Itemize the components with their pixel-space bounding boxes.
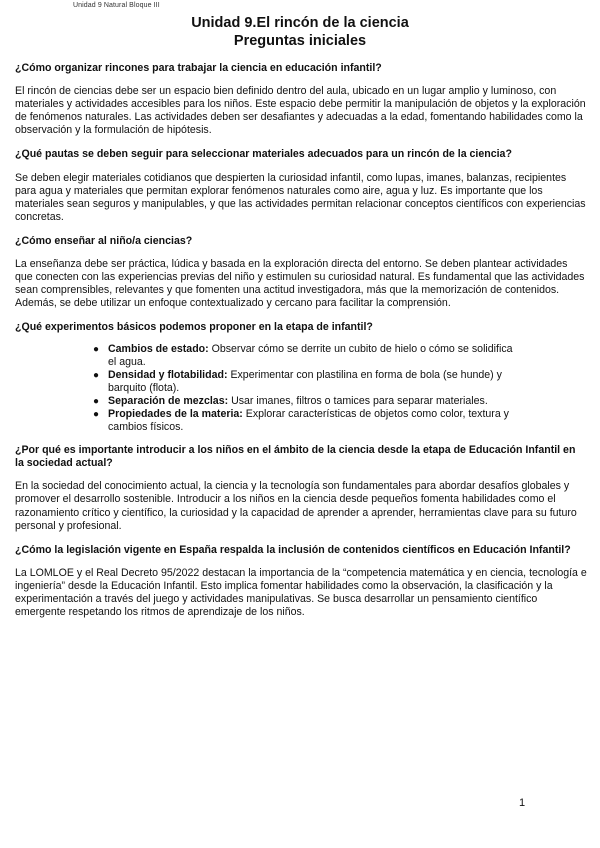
answer-paragraph: El rincón de ciencias debe ser un espacio bien definido dentro del aula, ubicado en un lugar amplio y luminoso, con materiales y actividades accesibles para los niños. Este espacio debe permitir la manipulación de objetos y la exploración de fenómenos naturales. Las actividades deben ser desafiantes y adecuadas a la edad, fomentando habilidades como la observación y la formulación de hipótesis. (15, 85, 586, 137)
question-heading: ¿Qué pautas se deben seguir para seleccionar materiales adecuados para un rincón de la ciencia? (15, 148, 512, 161)
experiment-term: Propiedades de la materia: (108, 407, 243, 420)
question-heading: ¿Cómo enseñar al niño/a ciencias? (15, 234, 193, 247)
question-heading: ¿Qué experimentos básicos podemos proponer en la etapa de infantil? (15, 321, 373, 334)
bullet-icon: ● (93, 408, 100, 420)
bullet-icon: ● (93, 369, 100, 381)
bullet-icon: ● (93, 343, 100, 355)
answer-paragraph: Se deben elegir materiales cotidianos que despierten la curiosidad infantil, como lupas, imanes, balanzas, recipientes para agua y materiales que permitan explorar fenómenos naturales como aire, agua y luz. Es importante que los materiales sean seguros y manipulables, y que las actividades permitan relacionar conceptos científicos con experiencias concretas. (15, 171, 586, 223)
experiment-term: Cambios de estado: (108, 342, 209, 355)
question-heading: ¿Cómo la legislación vigente en España respalda la inclusión de contenidos científicos en Educación Infantil? (15, 543, 571, 556)
bullet-icon: ● (93, 395, 100, 407)
answer-paragraph: En la sociedad del conocimiento actual, la ciencia y la tecnología son fundamentales para abordar desafíos globales y promover el desarrollo sostenible. Introducir a los niños en la ciencia desde pequeños fomenta habilidades como el razonamiento crítico y científico, la curiosidad y la capacidad de aprender a aprender, herramientas clave para su futuro personal y profesional. (15, 480, 577, 532)
list-item (93, 408, 513, 434)
document-body (15, 62, 587, 630)
question-heading: ¿Por qué es importante introducir a los niños en el ámbito de la ciencia desde la etapa de Educación Infantil en la sociedad actual? (15, 444, 576, 470)
answer-paragraph: La enseñanza debe ser práctica, lúdica y basada en la exploración directa del entorno. Se deben plantear actividades que conecten con las experiencias previas del niño y estimulen su curiosidad natural. Es fundamental que las actividades sean comprensibles, relevantes y que fomenten una actitud investigadora, más que la memorización de contenidos. Además, se debe utilizar un enfoque contextualizado y cercano para facilitar la comprensión. (15, 258, 585, 310)
experiment-term: Separación de mezclas: (108, 394, 229, 407)
list-item (93, 369, 513, 395)
document-title: Unidad 9.El rincón de la ciencia (191, 15, 409, 31)
list-item (93, 395, 513, 408)
experiments-list (15, 343, 587, 435)
experiment-description: Explorar características de objetos como color, textura y cambios físicos. (108, 407, 509, 434)
experiment-description: Experimentar con plastilina en forma de bola (se hunde) y barquito (flota). (108, 368, 502, 394)
page-number: 1 (519, 797, 526, 809)
question-heading: ¿Cómo organizar rincones para trabajar la ciencia en educación infantil? (15, 62, 382, 74)
answer-paragraph: La LOMLOE y el Real Decreto 95/2022 destacan la importancia de la “competencia matemática y en ciencia, tecnología e ingeniería” desde la Educación Infantil. Esto implica fomentar habilidades como la observación, la clasificación y la experimentación a través del juego y actividades manipulativas. Se busca desarrollar un pensamiento científico emergente respetando los ritmos de aprendizaje de los niños. (15, 566, 587, 619)
experiment-description: Observar cómo se derrite un cubito de hielo o cómo se solidifica el agua. (108, 342, 513, 368)
title-block (0, 14, 600, 50)
experiment-term: Densidad y flotabilidad: (108, 368, 228, 381)
header-note: Unidad 9 Natural Bloque III (73, 2, 160, 9)
document-subtitle: Preguntas iniciales (233, 33, 367, 49)
list-item (93, 343, 513, 369)
experiment-description: Usar imanes, filtros o tamices para separar materiales. (228, 394, 488, 407)
